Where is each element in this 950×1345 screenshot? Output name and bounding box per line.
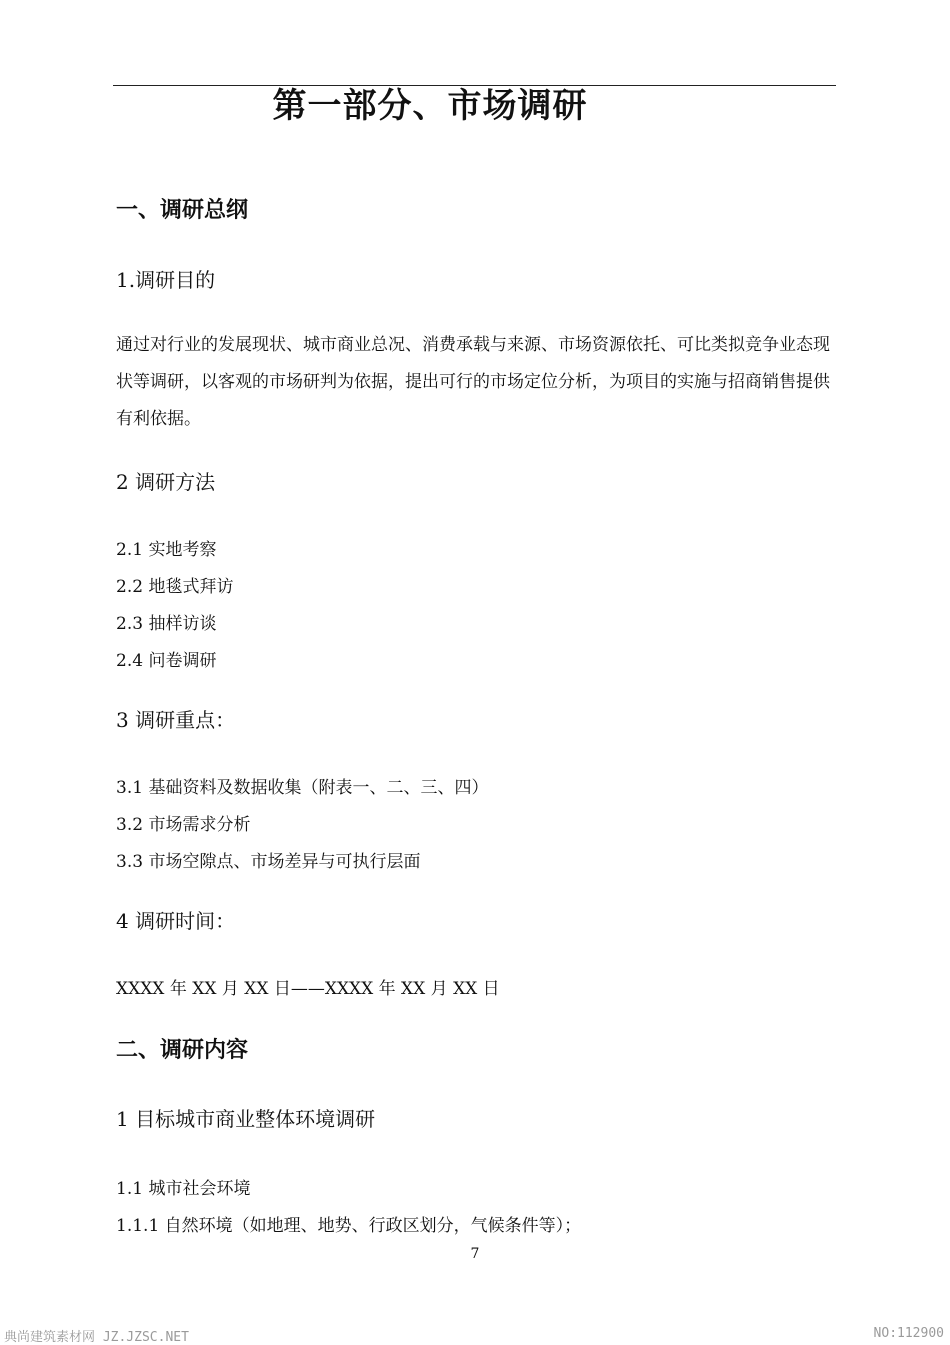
section-heading-2: 二、调研内容 (116, 1038, 249, 1063)
purpose-heading: 1.调研目的 (116, 268, 216, 292)
focus-item: 3.2 市场需求分析 (116, 815, 251, 835)
content-item: 1.1 城市社会环境 (116, 1179, 251, 1199)
section-heading-1: 一、调研总纲 (116, 198, 249, 223)
page-number: 7 (470, 1246, 480, 1262)
time-heading: 4 调研时间： (116, 909, 236, 933)
page-title: 第一部分、市场调研 (272, 86, 588, 126)
watermark-id: NO:112900 (873, 1326, 944, 1341)
watermark-site: 典尚建筑素材网 JZ.JZSC.NET (4, 1330, 189, 1345)
focus-item: 3.3 市场空隙点、市场差异与可执行层面 (116, 852, 421, 872)
sub-heading-1: 1 目标城市商业整体环境调研 (116, 1107, 376, 1131)
focus-heading: 3 调研重点： (116, 708, 236, 732)
focus-item: 3.1 基础资料及数据收集（附表一、二、三、四） (116, 778, 489, 798)
method-item: 2.1 实地考察 (116, 540, 217, 560)
methods-heading: 2 调研方法 (116, 470, 216, 494)
content-item: 1.1.1 自然环境（如地理、地势、行政区划分，气候条件等）； (116, 1216, 582, 1236)
method-item: 2.2 地毯式拜访 (116, 577, 234, 597)
purpose-paragraph: 通过对行业的发展现状、城市商业总况、消费承载与来源、市场资源依托、可比类拟竞争业态现状等调研，以客观的市场研判为依据，提出可行的市场定位分析，为项目的实施与招商销售提供有利依据。 (116, 335, 830, 429)
method-item: 2.3 抽样访谈 (116, 614, 217, 634)
watermark-footer (0, 1325, 950, 1343)
time-value: XXXX 年 XX 月 XX 日——XXXX 年 XX 月 XX 日 (116, 979, 500, 999)
method-item: 2.4 问卷调研 (116, 651, 217, 671)
